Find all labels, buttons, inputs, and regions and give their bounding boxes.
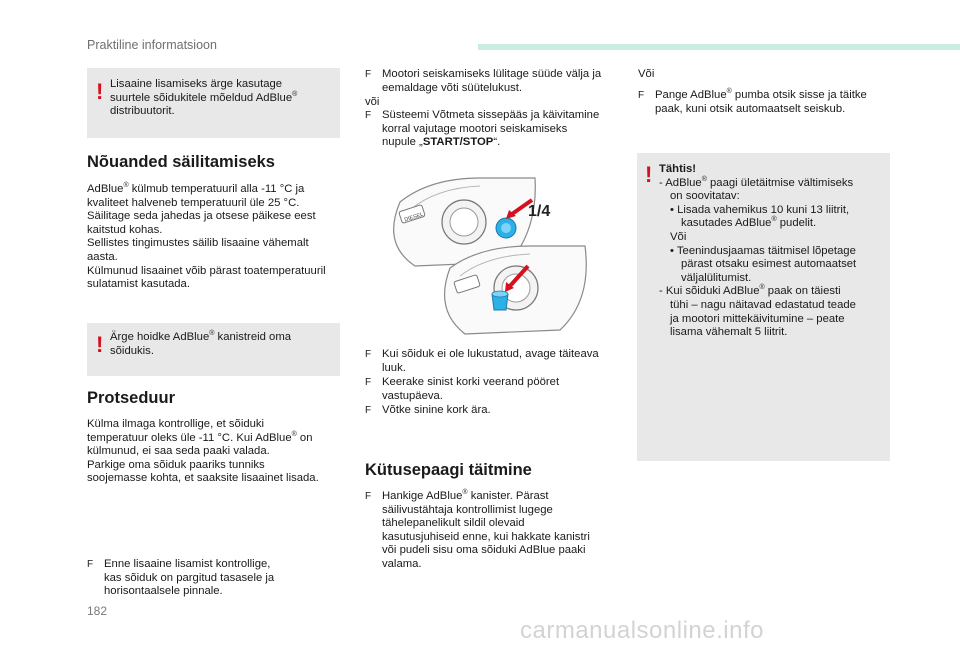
step-marker-icon: F (365, 110, 372, 121)
note-line: - Kui sõiduki AdBlue® paak on täiesti (659, 284, 841, 298)
quarter-turn-label: 1/4 (528, 203, 551, 220)
adblue-cap-illustration (360, 170, 625, 345)
step-marker-icon: F (365, 69, 372, 80)
step-turn-cap: F Keerake sinist korki veerand pööret vastupäeva. (365, 376, 560, 402)
note-line: lisama vähemalt 5 liitrit. (670, 326, 788, 339)
step-marker-icon: F (638, 90, 645, 101)
important-title: Tähtis! (659, 163, 697, 175)
step-marker-icon: F (365, 349, 372, 360)
step-ignition-off: F Mootori seiskamiseks lülitage süüde välja ja eemaldage võti süütelukust. (365, 68, 602, 94)
step-pump-nozzle: F Pange AdBlue® pumba otsik sisse ja täitke paak, kuni otsik automaatselt seiskub. (638, 88, 867, 115)
note-line: Ärge hoidke AdBlue® kanistreid oma (110, 330, 292, 343)
heading-procedure: Protseduur (87, 389, 176, 407)
step-marker-icon: F (365, 405, 372, 416)
step-keyless-start-stop: F Süsteemi Võtmeta sissepääs ja käivitamine korral vajutage mootori seiskamiseks nupule „START/STOP“. (365, 109, 600, 149)
note-line: ja mootori mittekäivitumine – peate (670, 312, 845, 325)
or-separator: või (365, 96, 380, 108)
procedure-paragraph: Külma ilmaga kontrollige, et sõiduki temperatuur oleks üle -11 °C. Kui AdBlue® on külmunud, ei saa seda paaki valada. Parkige oma sõiduk paariks tunniks soojemasse kohta, et saaksite lisaainet lisada. (87, 418, 319, 485)
page-number: 182 (87, 604, 108, 618)
note-line: distribuutorit. (110, 105, 175, 118)
step-get-canister: F Hankige AdBlue® kanister. Pärast säilivustähtaja kontrollimist lugege tähelepanelikult sildil olevaid kasutusjuhiseid enne, kui hakkate kanistri või pudeli sisu oma sõiduki AdBlue paaki valama. (365, 489, 590, 570)
warning-icon: ! (96, 79, 104, 104)
note-line: väljalülitumist. (681, 271, 752, 284)
warning-note-distributor (87, 68, 340, 138)
note-line: kasutades AdBlue® pudelit. (681, 216, 817, 230)
note-line: on soovitatav: (670, 190, 740, 203)
note-line: tühi – nagu näitavad edastatud teade (670, 298, 856, 311)
watermark: carmanualsonline.info (520, 617, 764, 644)
note-line: • Teenindusjaamas täitmisel lõpetage (670, 244, 856, 257)
note-line: Lisaaine lisamiseks ärge kasutage (110, 78, 283, 90)
note-line: pärast otsaku esimest automaatset (681, 258, 857, 271)
section-header: Praktiline informatsioon (87, 38, 217, 52)
note-line: suurtele sõidukitele mõeldud AdBlue® (110, 90, 298, 104)
step-check-level-ground: F Enne lisaaine lisamist kontrollige, kas sõiduk on pargitud tasasele ja horisontaalsele pinnale. (87, 558, 275, 598)
or-separator-top: Või (638, 68, 655, 80)
header-accent-bar (478, 44, 960, 50)
step-open-flap: F Kui sõiduk ei ole lukustatud, avage täiteava luuk. (365, 348, 599, 374)
warning-icon: ! (645, 162, 653, 187)
warning-icon: ! (96, 332, 104, 357)
storage-paragraph: AdBlue® külmub temperatuuril alla -11 °C ja kvaliteet halveneb temperatuuril üle 25 °C. Säilitage seda jahedas ja otsese päikese eest kaitstud kohas. Sellistes tingimustes säilib lisaaine vähemalt aasta. Külmunud lisaainet võib pärast toatemperatuuril sulatamist kasutada. (87, 182, 326, 291)
note-line: Või (670, 230, 687, 243)
step-marker-icon: F (365, 377, 372, 388)
step-marker-icon: F (87, 559, 94, 570)
note-line: - AdBlue® paagi ületäitmise vältimiseks (659, 175, 854, 189)
note-line: sõidukis. (110, 344, 154, 357)
step-remove-cap: F Võtke sinine kork ära. (365, 404, 491, 416)
step-marker-icon: F (365, 491, 372, 502)
cap-label-text: DIESEL (403, 211, 425, 224)
important-note (637, 153, 890, 461)
warning-note-canisters (87, 323, 340, 376)
heading-filling: Kütusepaagi täitmine (365, 461, 532, 479)
note-line: • Lisada vahemikus 10 kuni 13 liitrit, (670, 203, 850, 216)
heading-storage: Nõuanded säilitamiseks (87, 153, 275, 171)
